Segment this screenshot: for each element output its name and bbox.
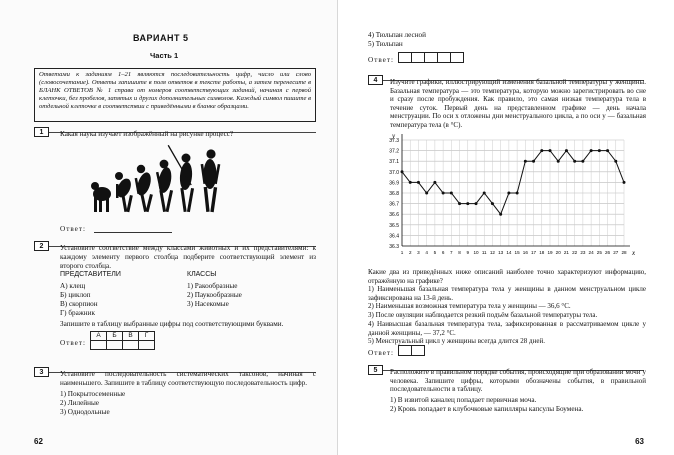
x-tick-label: 1 — [400, 250, 404, 255]
temperature-point — [433, 181, 436, 184]
y-axis-label: y — [392, 132, 396, 140]
temperature-point — [425, 192, 428, 195]
temperature-point — [598, 149, 601, 152]
q2-answer-label: Ответ: — [60, 339, 87, 347]
q4-option: 4) Наивысшая базальная температура тела, зафиксированная в рассматриваемом цикле у данной женщины, — 37,2 °С. — [368, 320, 646, 337]
q4-option: 5) Менструальный цикл у женщины всегда длится 28 дней. — [368, 337, 545, 345]
q4-answer-label: Ответ: — [368, 349, 395, 357]
q5-item: 1) В извитой каналец попадает первичная моча. — [390, 396, 537, 404]
q3-answer-cell[interactable] — [411, 52, 425, 63]
instructions-text: Ответами к заданиям 1–21 являются последовательность цифр, число или слово (словосочетание). Ответы запишите в поля ответов в тексте работы, а затем перенесите в БЛАНК ОТВЕТОВ № 1 справа от номеров соответствующих заданий, начиная с первой клеточки, без пробелов, запятых и других дополнительных символов. Каждый символ пишите в отдельной клеточке в соответствии с приведёнными в бланке образцами. — [39, 71, 311, 110]
q2-col2-item: 1) Ракообразные — [187, 282, 238, 290]
temperature-point — [532, 160, 535, 163]
x-axis-label: x — [632, 249, 636, 257]
q4-answer-cells[interactable] — [398, 345, 424, 356]
temperature-point — [623, 181, 626, 184]
x-tick-label: 11 — [481, 250, 487, 255]
x-tick-label: 24 — [588, 250, 594, 255]
x-tick-label: 5 — [433, 250, 437, 255]
q3-answer-cells[interactable] — [398, 52, 463, 63]
q2-letter-cell: Б — [107, 332, 123, 341]
q2-col1-header: ПРЕДСТАВИТЕЛИ — [60, 271, 121, 278]
temperature-point — [401, 170, 404, 173]
y-tick-label: 36.3 — [389, 244, 399, 250]
y-tick-label: 36.9 — [389, 180, 399, 187]
right-page-number: 63 — [635, 437, 644, 447]
temperature-point — [450, 192, 453, 195]
instructions-box — [34, 68, 316, 122]
x-tick-label: 25 — [596, 250, 602, 255]
y-tick-label: 36.4 — [389, 233, 399, 240]
q1-text: Какая наука изучает изображённый на рисунке процесс? — [60, 130, 234, 138]
q2-col1-item: А) клещ — [60, 282, 86, 290]
y-tick-label: 36.6 — [389, 212, 399, 219]
q3-item: 1) Покрытосеменные — [60, 390, 126, 398]
y-tick-label: 37.2 — [389, 148, 399, 155]
q3-item: 2) Лилейные — [60, 399, 99, 407]
temperature-point — [466, 202, 469, 205]
y-tick-label: 36.5 — [389, 222, 399, 229]
q2-letter-cell: В — [123, 332, 139, 341]
temperature-point — [581, 160, 584, 163]
q2-table-note: Запишите в таблицу выбранные цифры под соответствующими буквами. — [60, 320, 284, 328]
temperature-point — [491, 202, 494, 205]
temperature-point — [549, 149, 552, 152]
q2-text: Установите соответствие между классами животных и их представителями: к каждому элементу первого столбца подберите соответствующий элемент из второго столбца. — [60, 244, 316, 270]
x-tick-label: 17 — [530, 250, 537, 255]
q4-option: 1) Наименьшая базальная температура тела у женщины в данном менструальном цикле зафиксирована на 13-й день. — [368, 285, 646, 302]
q3-number: 3 — [34, 367, 49, 377]
y-tick-label: 36.7 — [389, 201, 399, 208]
temperature-point — [557, 160, 560, 163]
y-tick-label: 37.0 — [389, 169, 399, 176]
x-tick-label: 7 — [450, 250, 453, 255]
temperature-point — [475, 202, 478, 205]
temperature-point — [507, 192, 510, 195]
x-tick-label: 19 — [547, 250, 553, 255]
q4-answer-cell[interactable] — [411, 345, 425, 356]
q2-answer-table[interactable] — [90, 331, 155, 350]
x-tick-label: 22 — [572, 250, 578, 255]
q4-option: 2) Наименьшая возможная температура тела у женщины — 36,6 °С. — [368, 302, 571, 310]
q4-text: Изучите графики, иллюстрирующий изменения базальной температуры у женщины. Базальная температура — это температура, которую можно зарегистрировать во сне и сразу после пробуждения. Как правило, это самая низкая температура тела в течение суток. Первый день на представленном графике — день начала менструации. По оси x отложены дни менструального цикла, а по оси y — базальная температура тела (в °С). — [390, 78, 646, 129]
temperature-point — [442, 192, 445, 195]
q1-answer-line[interactable] — [94, 232, 172, 233]
x-tick-label: 8 — [458, 250, 461, 255]
x-tick-label: 20 — [555, 250, 561, 255]
temperature-point — [565, 149, 568, 152]
x-tick-label: 9 — [466, 250, 470, 255]
temperature-point — [590, 149, 593, 152]
x-tick-label: 3 — [417, 250, 420, 255]
q3-cont-item: 4) Тюльпан лесной — [368, 31, 426, 39]
q3-answer-cell[interactable] — [450, 52, 464, 63]
q2-answer-cell[interactable] — [91, 341, 107, 350]
x-tick-label: 23 — [580, 250, 586, 255]
q4-answer-cell[interactable] — [398, 345, 412, 356]
part-title: Часть 1 — [150, 51, 179, 60]
q2-letter-cell: Г — [139, 332, 155, 341]
q2-col2-header: КЛАССЫ — [187, 271, 217, 278]
temperature-point — [417, 181, 420, 184]
q4-number: 4 — [368, 75, 383, 85]
q2-answer-row[interactable] — [91, 341, 155, 350]
x-tick-label: 6 — [441, 250, 445, 255]
temperature-point — [458, 202, 461, 205]
q1-answer-label: Ответ: — [60, 225, 87, 233]
temperature-point — [524, 160, 527, 163]
q2-answer-cell[interactable] — [123, 341, 139, 350]
temperature-point — [409, 181, 412, 184]
y-tick-label: 37.3 — [389, 138, 399, 144]
q2-letters-row — [91, 332, 155, 341]
x-tick-label: 12 — [489, 250, 496, 255]
x-tick-label: 13 — [498, 250, 504, 255]
temperature-point — [483, 192, 486, 195]
q2-col1-item: В) скорпион — [60, 300, 98, 308]
q2-col1-item: Г) бражник — [60, 309, 95, 317]
q1-number: 1 — [34, 127, 49, 137]
x-tick-label: 14 — [506, 250, 512, 255]
temperature-point — [573, 160, 576, 163]
q4-question: Какие два из приведённых ниже описаний наиболее точно характеризуют информацию, отражённую на графике? — [368, 268, 646, 285]
x-tick-label: 21 — [563, 250, 570, 255]
q3-answer-cell[interactable] — [437, 52, 451, 63]
variant-title: ВАРИАНТ 5 — [133, 33, 189, 43]
temperature-point — [606, 149, 609, 152]
q2-col2-item: 2) Паукообразные — [187, 291, 242, 299]
q5-item: 2) Кровь попадает в клубочковые капилляры капсулы Боумена. — [390, 405, 584, 413]
q5-number: 5 — [368, 365, 383, 375]
x-tick-label: 26 — [604, 250, 611, 255]
temperature-point — [614, 160, 617, 163]
q3-cont-item: 5) Тюльпан — [368, 40, 403, 48]
x-tick-label: 4 — [425, 250, 428, 255]
x-tick-label: 18 — [539, 250, 545, 255]
q3-answer-cell[interactable] — [424, 52, 438, 63]
q3-text: Установите последовательность систематических таксонов, начиная с наименьшего. Запишите в таблицу соответствующую последовательность цифр. — [60, 370, 316, 387]
x-tick-label: 2 — [408, 250, 412, 255]
q2-letter-cell: А — [91, 332, 107, 341]
q4-option: 3) После овуляции наблюдается резкий подъём базальной температуры тела. — [368, 311, 598, 319]
q3-answer-label: Ответ: — [368, 56, 395, 64]
right-page — [337, 0, 674, 455]
x-tick-label: 28 — [621, 250, 627, 255]
temperature-point — [540, 149, 543, 152]
temperature-point — [516, 192, 519, 195]
q2-col1-item: Б) циклоп — [60, 291, 91, 299]
x-tick-label: 10 — [473, 250, 479, 255]
q3-item: 3) Однодольные — [60, 408, 110, 416]
left-page-number: 62 — [34, 437, 43, 447]
x-tick-label: 27 — [613, 250, 619, 255]
x-tick-label: 15 — [514, 250, 520, 255]
y-tick-label: 36.8 — [389, 191, 399, 197]
q2-answer-cell[interactable] — [107, 341, 123, 350]
temperature-point — [499, 213, 502, 216]
y-tick-label: 37.1 — [389, 159, 399, 166]
evolution-illustration — [86, 142, 256, 214]
q5-text: Расположите в правильном порядке события, происходящие при образовании мочи у человека. Запишите цифры, которыми обозначены события, в правильной последовательности в таблицу. — [390, 368, 646, 394]
q2-answer-cell[interactable] — [139, 341, 155, 350]
basal-temperature-chart — [378, 128, 640, 262]
x-tick-label: 16 — [522, 250, 528, 255]
q2-number: 2 — [34, 241, 49, 251]
q3-answer-cell[interactable] — [398, 52, 412, 63]
q2-col2-item: 3) Насекомые — [187, 300, 229, 308]
